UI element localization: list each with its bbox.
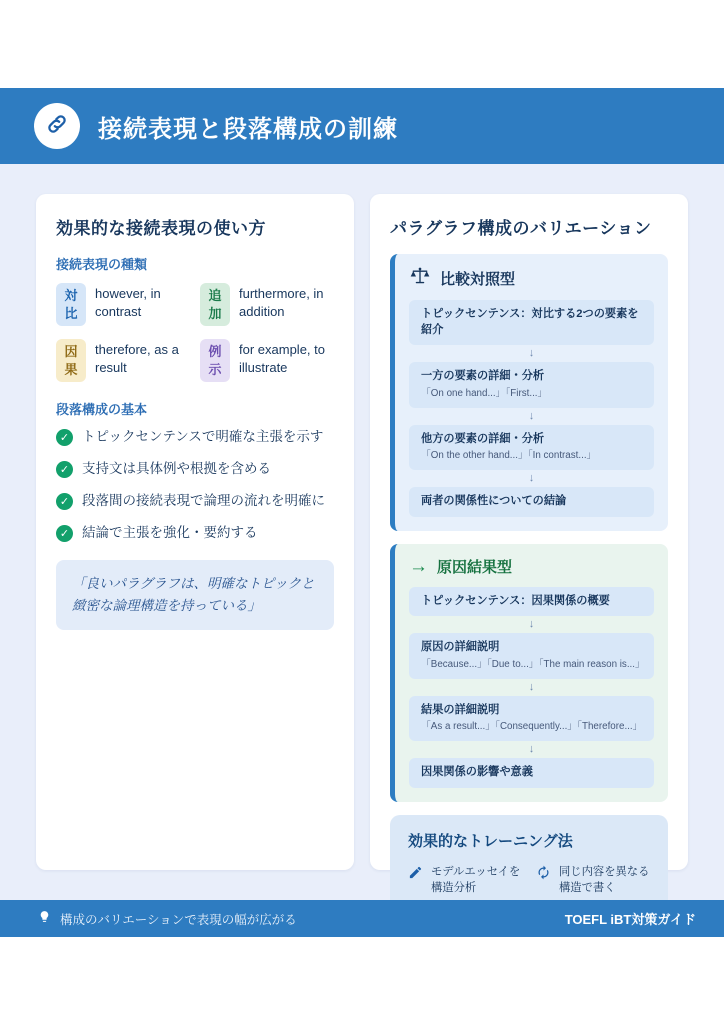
check-circle-icon: ✓ xyxy=(56,493,73,510)
flow-step: 両者の関係性についての結論 xyxy=(409,487,654,517)
refresh-icon xyxy=(536,864,551,885)
flow-step: 結果の詳細説明 「As a result...」「Consequently...」「Therefore...」 xyxy=(409,696,654,741)
flow-step: トピックセンテンス：対比する2つの要素を紹介 xyxy=(409,300,654,345)
cause-effect-structure-card xyxy=(390,544,668,802)
flow-step: 一方の要素の詳細・分析 「On one hand...」「First...」 xyxy=(409,362,654,407)
down-arrow-icon: ↓ xyxy=(528,680,535,693)
training-methods-grid xyxy=(408,864,650,900)
variations-panel-title: パラグラフ構成のバリエーション xyxy=(390,219,652,238)
connectives-panel-title: 効果的な接続表現の使い方 xyxy=(56,219,266,238)
training-item: モデルエッセイを構造分析 xyxy=(408,864,522,897)
example-badge: 例示 xyxy=(200,339,230,382)
comparison-card-title: 比較対照型 xyxy=(440,270,516,288)
quote-box: 「良いパラグラフは、明確なトピックと緻密な論理構造を持っている」 xyxy=(56,560,334,631)
comparison-card-header xyxy=(409,266,654,290)
bottom-margin xyxy=(0,937,724,1024)
connective-type-addition xyxy=(200,283,334,326)
down-arrow-icon: ↓ xyxy=(528,743,535,756)
flow-step: トピックセンテンス：因果関係の概要 xyxy=(409,587,654,617)
paragraph-basics-list xyxy=(56,428,334,543)
footer-note-group xyxy=(38,910,297,928)
addition-badge: 追加 xyxy=(200,283,230,326)
causation-badge: 因果 xyxy=(56,339,86,382)
cause-effect-card-title: 原因結果型 xyxy=(437,558,513,576)
causation-examples: therefore, as a result xyxy=(95,342,179,375)
example-examples: for example, to illustrate xyxy=(239,342,325,375)
list-item: ✓ トピックセンテンスで明確な主張を示す xyxy=(56,428,334,447)
connective-type-causation xyxy=(56,339,190,382)
training-card-title: 効果的なトレーニング法 xyxy=(408,832,573,850)
list-item: ✓ 段落間の接続表現で論理の流れを明確に xyxy=(56,492,334,511)
connective-types-grid xyxy=(56,283,334,382)
flow-step: 原因の詳細説明 「Because...」「Due to...」「The main reason is...」 xyxy=(409,633,654,678)
header-icon-circle xyxy=(34,103,80,149)
link-icon xyxy=(44,111,70,142)
training-item: 同じ内容を異なる構造で書く xyxy=(536,864,650,897)
addition-examples: furthermore, in addition xyxy=(239,286,324,319)
down-arrow-icon: ↓ xyxy=(528,347,535,360)
flow-step: 他方の要素の詳細・分析 「On the other hand...」「In contrast...」 xyxy=(409,425,654,470)
list-item: ✓ 支持文は具体例や根拠を含める xyxy=(56,460,334,479)
footer-note: 構成のバリエーションで表現の幅が広がる xyxy=(60,912,297,927)
content-area xyxy=(0,164,724,900)
down-arrow-icon: ↓ xyxy=(528,472,535,485)
contrast-badge: 対比 xyxy=(56,283,86,326)
types-section-title: 接続表現の種類 xyxy=(56,257,148,272)
right-arrow-icon: → xyxy=(409,555,428,577)
down-arrow-icon: ↓ xyxy=(528,409,535,422)
connectives-panel xyxy=(36,194,354,870)
training-methods-card xyxy=(390,815,668,900)
cause-effect-card-header xyxy=(409,556,654,577)
list-item: ✓ 結論で主張を強化・要約する xyxy=(56,524,334,543)
lightbulb-icon xyxy=(38,910,51,928)
pen-icon xyxy=(408,864,423,885)
contrast-examples: however, in contrast xyxy=(95,286,161,319)
check-circle-icon: ✓ xyxy=(56,429,73,446)
page-title: 接続表現と段落構成の訓練 xyxy=(98,115,398,143)
footer-brand: TOEFL iBT対策ガイド xyxy=(564,912,696,927)
down-arrow-icon: ↓ xyxy=(528,618,535,631)
connective-type-example xyxy=(200,339,334,382)
paragraph-variations-panel xyxy=(370,194,688,895)
basics-section-title: 段落構成の基本 xyxy=(56,402,148,418)
footer-bar xyxy=(0,900,724,937)
check-circle-icon: ✓ xyxy=(56,461,73,478)
header-bar xyxy=(0,88,724,164)
comparison-structure-card xyxy=(390,254,668,531)
flow-step: 因果関係の影響や意義 xyxy=(409,758,654,788)
check-circle-icon: ✓ xyxy=(56,525,73,542)
top-margin xyxy=(0,0,724,88)
connective-type-contrast xyxy=(56,283,190,326)
scales-icon xyxy=(409,266,431,290)
